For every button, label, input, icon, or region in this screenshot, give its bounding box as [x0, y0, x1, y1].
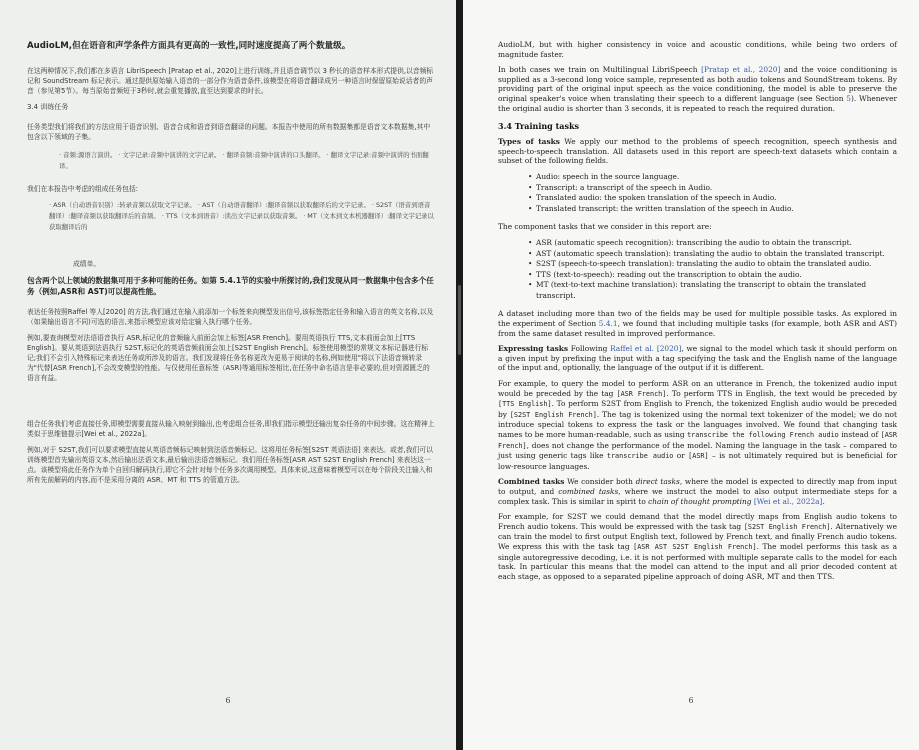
- citation-link[interactable]: [Pratap et al., 2020]: [701, 65, 781, 75]
- paragraph: 组合任务我们考虑直接任务,即模型需要直接从输入映射到输出,也考虑组合任务,即我们指示模型还输出复杂任务的中间步骤。这在精神上类似于思维链提示[Wei et al., 2022a]。: [27, 420, 435, 438]
- section-link[interactable]: 5: [846, 93, 851, 103]
- list-item: • TTS (text-to-speech): reading out the transcription to obtain the audio.: [528, 270, 897, 281]
- original-page: [463, 0, 919, 750]
- split-divider[interactable]: [456, 0, 463, 750]
- list-item: • Audio: speech in the source language.: [528, 172, 897, 183]
- section-heading: 3.4 训练任务: [27, 103, 69, 111]
- paragraph: 例如,对于 S2ST,我们可以要求模型直接从英语音频标记映射到法语音频标记。这将用任务标签[S2ST 英语法语] 来表达。或者,我们可以训练模型首先输出英语文本,然后输出法语文本,最后输出法语音频标记。我们用任务标签[ASR AST S2ST English French] 来表达这一点。该模型将此任务作为单个自回归解码执行,即它不会针对每个任务多次调用模型。具体来说,这意味着模型可以在每个阶段关注输入和所有先前解码的内容,而不是采用分离的 ASR、MT 和 TTS 的管道方法。: [27, 446, 433, 484]
- paragraph: 表达任务按照Raffel 等人[2020] 的方法,我们通过在输入前添加一个标签来向模型发出信号,该标签指定任务和输入语言的英文名称,以及（如果输出语言不同)可选的语言,来指示模型应该对给定输入执行哪个任务。: [27, 308, 434, 326]
- list-item: • Translated audio: the spoken translation of the speech in Audio.: [528, 193, 897, 204]
- paragraph: 例如,要查询模型对法语语音执行 ASR,标记化的音频输入前面会加上标签[ASR French]。要用英语执行 TTS,文本前面会加上[TTS English]。要从英语到法语执行 S2ST,标记化的英语音频前面会加上[S2ST English French]。标签使用模型的常规文本标记器进行标记;我们不会引入特殊标记来表达任务或所涉及的语言。我们发现将任务名称更改为更易于阅读的名称,例如使用"将以下法语音频转录为"代替[ASR French],不会改变模型的性能。与仅使用任意标签（ASR)等通用标签相比,在任务中命名语言是非必要的,但对资源匮乏的语言有益。: [27, 334, 430, 382]
- section-heading: 3.4 Training tasks: [498, 121, 579, 132]
- paragraph: For example, for S2ST we could demand that the model directly maps from English audio tokens to French audio tokens. This would be expressed with the task tag [S2ST English French]. Alternatively we can train the model to first output English text, followed by French text, and finally French audio tokens. We express this with the task tag [ASR AST S2ST English French]. The model performs this task as a single autoregressive decoding, i.e. it is not performed with multiple separate calls to the model for each task. In particular this means that the model can attend to the input and all prior decoded content at each stage, as opposed to a separated pipeline approach of doing ASR, MT and then TTS.: [498, 512, 897, 581]
- paragraph-heading: Combined tasks: [498, 477, 565, 487]
- list-item: • AST (automatic speech translation): translating the audio to obtain the translated transcript.: [528, 249, 897, 260]
- list-item: • Translated transcript: the written translation of the speech in Audio.: [528, 204, 897, 215]
- paragraph: Types of tasks We apply our method to the problems of speech recognition, speech synthesis and speech-to-speech translation. All datasets used in this report are speech-text datasets which contain a subset of the following fields.: [498, 137, 897, 166]
- paragraph: 任务类型我们将我们的方法应用于语音识别、语音合成和语音到语音翻译的问题。本报告中使用的所有数据集都是语音文本数据集,其中包含以下领域的子集。: [27, 123, 431, 141]
- paragraph: AudioLM,但在语音和声学条件方面具有更高的一致性,同时速度提高了两个数量级。: [27, 41, 351, 51]
- section-link[interactable]: 5.4.1: [598, 319, 618, 329]
- paragraph: 包含两个以上领域的数据集可用于多种可能的任务。如第 5.4.1节的实验中所探讨的,我们发现从同一数据集中包含多个任务（例如,ASR和 AST)可以提高性能。: [27, 276, 434, 296]
- citation-link[interactable]: [Wei et al., 2022a]: [753, 496, 823, 506]
- paragraph-heading: Types of tasks: [498, 137, 560, 147]
- paragraph: AudioLM, but with higher consistency in voice and acoustic conditions, while being two orders of magnitude faster.: [498, 40, 897, 59]
- translated-page: [0, 0, 456, 750]
- paragraph: In both cases we train on Multilingual LibriSpeech [Pratap et al., 2020] and the voice conditioning is supplied as a 3-second long voice sample, represented as both audio tokens and SoundStream tokens. By providing part of the original input speech as the voice conditioning, the model is able to preserve the original speaker's voice when translating their speech to a different language (see Section 5). Whenever the original audio is shorter than 3 seconds, it is repeated to reach the required duration.: [498, 65, 897, 113]
- paragraph: 在这两种情况下,我们都在多语言 LibriSpeech [Pratap et al., 2020]上进行训练,并且语音调节以 3 秒长的语音样本形式提供,以音频标记和 SoundStream 标记表示。通过提供原始输入语音的一部分作为语音条件,该模型在将语音翻译成另一种语言时保留原始说话者的声音（参见第5节）。每当原始音频短于3秒时,就会重复播放,直至达到要求的时长。: [27, 67, 434, 95]
- page-number: 6: [225, 696, 231, 705]
- paragraph: Combined tasks We consider both direct tasks, where the model is expected to directly map from input to output, and combined tasks, where we instruct the model to also output intermediate steps for a complex task. This is similar in spirit to chain of thought prompting [Wei et al., 2022a].: [498, 477, 897, 506]
- field-list: [498, 172, 897, 214]
- list-item: • ASR (automatic speech recognition): transcribing the audio to obtain the transcript.: [528, 238, 897, 249]
- list-item: • Transcript: a transcript of the speech in Audio.: [528, 183, 897, 194]
- divider-handle[interactable]: [458, 285, 461, 355]
- paragraph: 我们在本报告中考虑的组成任务包括:: [27, 185, 139, 193]
- citation-link[interactable]: Raffel et al. [2020]: [610, 344, 682, 354]
- paragraph: For example, to query the model to perform ASR on an utterance in French, the tokenized audio input would be preceded by the tag [ASR French]. To perform TTS in English, the text would be preceded by [TTS English]. To perform S2ST from English to French, the tokenized English audio would be preceded by [S2ST English French]. The tag is tokenized using the normal text tokenizer of the model; we do not introduce special tokens to express the task or the languages involved. We found that changing task names to be more human-readable, such as using transcribe the following French audio instead of [ASR French], does not change the performance of the model. Naming the language in the task – compared to just using generic tags like transcribe audio or [ASR] – is not ultimately required but is beneficial for low-resource languages.: [498, 379, 898, 471]
- paragraph-heading: Expressing tasks: [498, 344, 569, 354]
- list-item: • MT (text-to-text machine translation): translating the transcript to obtain the translated transcript.: [528, 280, 897, 301]
- paragraph: Expressing tasks Following Raffel et al. [2020], we signal to the model which task it should perform on a given input by prefixing the input with a tag specifying the task and the English name of the language of the input and, optionally, the language of the output if it is different.: [498, 344, 897, 373]
- task-list: [498, 238, 897, 302]
- list-tail: 成绩单。: [73, 260, 101, 268]
- paragraph: The component tasks that we consider in this report are:: [498, 222, 712, 232]
- list-item: • S2ST (speech-to-speech translation): translating the audio to obtain the translated audio.: [528, 259, 897, 270]
- paragraph: A dataset including more than two of the fields may be used for multiple possible tasks. As explored in the experiment of Section 5.4.1, we found that including multiple tasks (for example, both ASR and AST) from the same dataset resulted in improved performance.: [498, 309, 897, 338]
- page-number: 6: [688, 696, 694, 705]
- task-list: · ASR（自动语音识别）:转录音频以获取文字记录。 · AST（自动语音翻译）:翻译音频以获取翻译后的文字记录。 · S2ST（语音到语音翻译）:翻译音频以获取翻译后的音频。 · TTS（文本到语音）:读出文字记录以获取音频。 · MT（文本到文本机器翻译）:翻译文字记录以获取翻译后的: [49, 201, 434, 231]
- field-list: · 音频:源语言演讲。 · 文字记录:音频中演讲的文字记录。 · 翻译音频:音频中演讲的口头翻译。 · 翻译文字记录:音频中演讲的书面翻译。: [59, 151, 429, 170]
